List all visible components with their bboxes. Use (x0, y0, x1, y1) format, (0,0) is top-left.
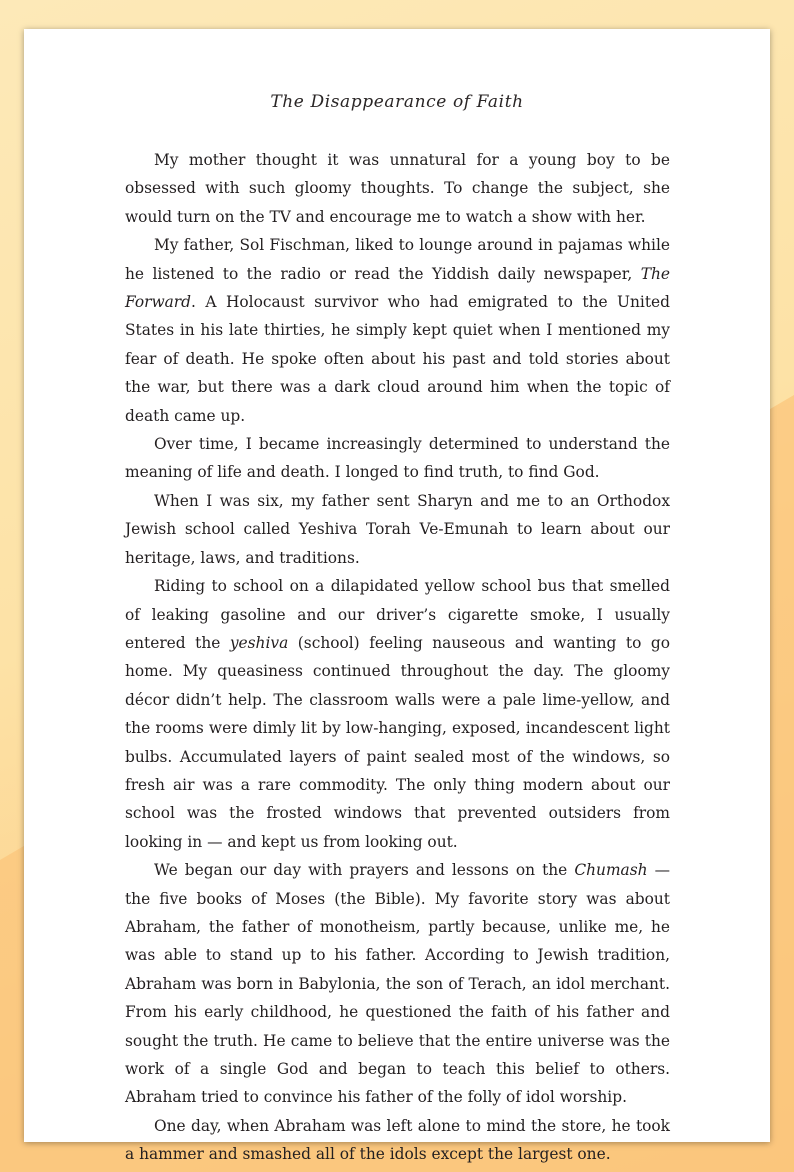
paragraph-text: Over time, I became increasingly determined to understand the meaning of life and death. I longed to find truth, to find God. (125, 435, 670, 482)
body-text (125, 146, 670, 1169)
paragraph-text: My mother thought it was unnatural for a young boy to be obsessed with such gloomy thoughts. To change the subject, she would turn on the TV and encourage me to watch a show with her. (125, 151, 670, 226)
paragraph-text: One day, when Abraham was left alone to mind the store, he took a hammer and smashed all of the idols except the largest one. (125, 1116, 670, 1164)
book-page (24, 29, 770, 1164)
paragraph (125, 430, 670, 487)
running-head: The Disappearance of Faith (270, 92, 524, 112)
paragraph-text: When I was six, my father sent Sharyn and me to an Orthodox Jewish school called Yeshiva Torah Ve-Emunah to learn about our heritage, laws, and traditions. (125, 491, 670, 567)
paragraph (125, 231, 670, 430)
paragraph (125, 1112, 670, 1169)
paragraph (125, 146, 670, 231)
paragraph-text: My father, Sol Fischman, liked to lounge around in pajamas while he listened to the radio or read the Yiddish daily newspaper, (125, 236, 670, 283)
paragraph (125, 572, 670, 856)
italic-term: The Forward (125, 264, 670, 312)
paragraph-text: We began our day with prayers and lessons on the (154, 861, 575, 880)
italic-term: yeshiva (229, 633, 289, 652)
paragraph-text: (school) feeling nauseous and wanting to go home. My queasiness continued throughout the day. The gloomy décor didn’t help. The classroom walls were a pale lime-yellow, and the rooms were dimly lit by low-hanging, exposed, incandescent light bulbs. Accumulated layers of paint sealed most of the windows, so fresh air was a rare commodity. The only thing modern about our school was the frosted windows that prevented outsiders from looking in — and kept us from looking out. (125, 633, 670, 851)
paragraph (125, 856, 670, 1112)
paragraph-text: — the five books of Moses (the Bible). My favorite story was about Abraham, the father of monotheism, partly because, unlike me, he was able to stand up to his father. According to Jewish tradition, Abraham was born in Babylonia, the son of Terach, an idol merchant. From his early childhood, he questioned the faith of his father and sought the truth. He came to believe that the entire universe was the work of a single God and began to teach this belief to others. Abraham tried to convince his father of the folly of idol worship. (125, 861, 670, 1107)
italic-term: Chumash (574, 861, 648, 880)
paragraph (125, 487, 670, 572)
paragraph-text: Riding to school on a dilapidated yellow school bus that smelled of leaking gasoline and our driver’s cigarette smoke, I usually entered the (125, 577, 670, 652)
paragraph-text: . A Holocaust survivor who had emigrated to the United States in his late thirties, he simply kept quiet when I mentioned my fear of death. He spoke often about his past and told stories about the war, but there was a dark cloud around him when the topic of death came up. (125, 293, 670, 425)
